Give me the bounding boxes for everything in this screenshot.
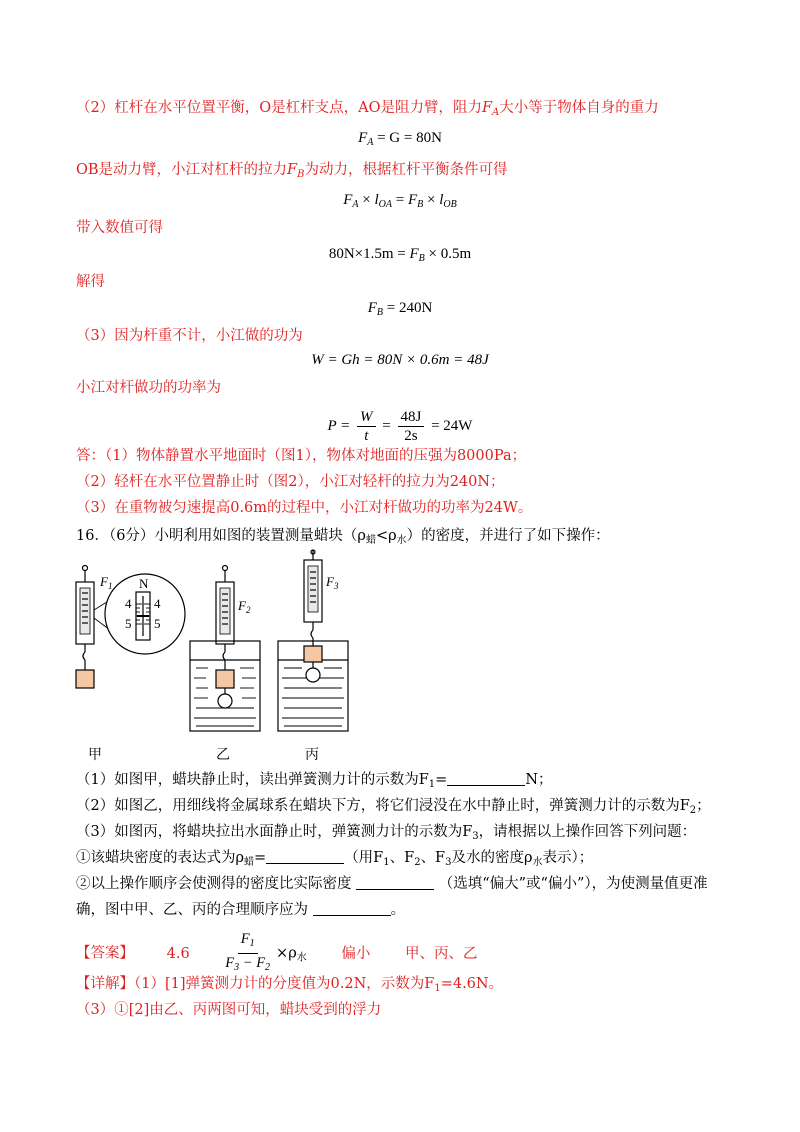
label-f2-sub: 2 [245,605,251,615]
label-unit-n: N [139,576,149,591]
spring-scale-figure [70,548,370,760]
q16-part3 [76,822,696,847]
fraction-t: t [364,428,369,445]
q16-p6-b: 。 [390,902,406,918]
q16-part3-2 [76,874,708,894]
answer-blank-1[interactable] [447,771,525,786]
caption-yi: 乙 [216,748,230,763]
q16-part3-1 [76,848,593,873]
part3-line2: 小江对杆做功的功率为 [76,380,221,396]
label-f1-sub: 1 [107,581,113,591]
fraction-2s: 2s [404,428,418,445]
answer-1: 4.6 [166,945,190,962]
part2-ob: OB是动力臂，小江对杠杆的拉力 [76,162,288,178]
q16-p4-f: 及水的密度ρ [451,850,533,866]
q16-p4-s2: 2 [414,857,421,868]
q16-p4-sub: 蜡 [244,857,255,868]
answer-blank-2[interactable] [266,849,344,864]
label-f2: F [238,598,246,613]
part2-ob-line [76,160,507,185]
q16-stem-sub2: 水 [396,535,407,546]
answer-4: 甲、丙、乙 [404,945,478,962]
q16-stem-c: ）的密度，并进行了如下操作： [406,528,610,544]
q16-p1-unit: N； [525,772,553,788]
q16-p4-d: 、F [389,850,415,866]
fb-symbol: $F_B$ [287,162,305,180]
q16-p4-sub2: 水 [532,857,543,868]
fraction-w: W [357,408,376,427]
metal-ball-bing [306,668,320,682]
frac-den-a: F [225,955,235,971]
equation-fb-text: = 240N [386,300,433,316]
answer-2-times: ×ρ [276,945,297,962]
tick-right-4: 4 [154,596,161,611]
equation-substitute: $80N\times 1.5m = F_B \times 0.5m$ [328,246,472,264]
fraction-48j: 48J [398,408,425,427]
part2-intro-line [76,98,659,123]
caption-bing: 丙 [305,748,319,763]
power-lhs: P = [327,418,351,434]
wax-block-yi [216,670,234,688]
wax-block-jia [76,670,94,688]
q16-p4-s1: 1 [383,857,390,868]
answer-line-2: （2）轻杆在水平位置静止时（图2），小江对轻杆的拉力为240N； [76,474,505,490]
q16-p1-text: （1）如图甲，蜡块静止时，读出弹簧测力计的示数为F [76,772,429,788]
q16-stem-sub1: 蜡 [365,535,376,546]
fraction-48j-2s [398,408,425,445]
answer-line-3: （3）在重物被匀速提高0.6m的过程中，小江对杆做功的功率为24W。 [76,500,533,516]
label-f3-sub: 3 [333,581,339,591]
detail-l1-sub: 1 [434,983,441,994]
q16-part3-2-cont [76,900,405,920]
scale-jia [76,566,94,671]
answer-3: 偏小 [341,945,371,962]
power-rhs: = 24W [431,418,473,434]
detail-l1-a: （1）[1]弹簧测力计的分度值为0.2N，示数为F [134,976,435,992]
q16-p1-eq: = [435,772,448,788]
q16-p4-e: 、F [420,850,446,866]
q16-p4-c: （用F [344,850,384,866]
q16-p1-sub: 1 [428,779,436,790]
tick-right-5: 5 [154,616,161,631]
part2-substitute: 带入数值可得 [76,220,163,236]
q16-p5-a: ②以上操作顺序会使测得的密度比实际密度 [76,876,352,892]
detail-line-1 [76,974,503,999]
q16-p4-s3: 3 [445,857,452,868]
answer-line-1: 答：（1）物体静置水平地面时（图1），物体对地面的压强为8000Pa； [76,448,527,464]
svg-text:F3 [325,574,339,591]
part2-ob-tail: 为动力，根据杠杆平衡条件可得 [304,162,508,178]
q16-part1 [76,770,553,795]
answer-blank-4[interactable] [313,901,391,916]
q16-p3-end: ，请根据以上操作回答下列问题： [478,824,697,840]
equation-fa-g-text: = G = 80N [377,130,442,146]
part3-line1: （3）因为杆重不计，小江做的功为 [76,328,303,344]
equation-work: W = Gh = 80N × 0.6m = 48J [311,352,489,368]
equation-fa-g: $F_A = G = 80N$ [358,130,442,148]
power-equals: = [382,418,391,434]
q16-p3-sub: 3 [472,831,479,842]
svg-text:F2 [237,598,251,615]
answer-2-sub: 水 [296,952,307,964]
detail-line-2: （3）①[2]由乙、丙两图可知，蜡块受到的浮力 [76,1002,382,1018]
q16-stem-b: <ρ [375,528,397,544]
answer-tag: 【答案】 [76,945,134,962]
q16-part2 [76,796,711,821]
detail-l1-b: =4.6N。 [440,976,504,992]
fa-symbol: $F_A$ [481,100,500,118]
q16-p2-end: ； [696,798,711,814]
tick-left-5: 5 [125,616,132,631]
q16-p3-text: （3）如图丙，将蜡块拉出水面静止时，弹簧测力计的示数为F [76,824,473,840]
wax-block-bing [304,646,322,662]
q16-p2-sub: 2 [689,805,697,816]
q16-p4-eq: = [254,850,267,866]
label-f3: F [326,574,334,589]
part2-solve: 解得 [76,274,105,290]
metal-ball-yi [218,694,232,708]
q16-p4-a: ①该蜡块密度的表达式为ρ [76,850,245,866]
q16-p2-text: （2）如图乙，用细线将金属球系在蜡块下方，将它们浸没在水中静止时，弹簧测力计的示数为F [76,798,690,814]
frac-den-a-sub: 3 [234,962,240,973]
answer-blank-3[interactable] [356,875,434,890]
scale-bing [304,550,322,646]
frac-den-b-sub: 2 [265,962,271,973]
equation-substitute-rhs: × 0.5m [428,246,472,262]
frac-num-sub: 1 [249,938,255,949]
q16-p4-g: 表示）； [542,850,594,866]
label-f1: F [100,574,108,589]
part2-intro-tail: 大小等于物体自身的重力 [499,100,659,116]
frac-num: F [240,931,250,947]
equation-fb: $F_B = 240N$ [367,300,433,318]
tick-left-4: 4 [125,596,132,611]
svg-text:F1 [99,574,112,591]
answer-row [76,930,478,973]
q16-p5-b: （选填“偏大”或“偏小”），为使测量值更准 [438,876,708,892]
equation-power [0,404,800,448]
q16-stem-a: 16．（6分）小明利用如图的装置测量蜡块（ρ [76,528,366,544]
equation-substitute-lhs: 80N×1.5m = [328,246,406,262]
answer-2-fraction [222,930,273,977]
fraction-w-t [357,408,376,445]
frac-den-b: F [256,955,266,971]
equation-balance: $F_A \times l_{OA} = F_B \times l_{OB}$ [343,192,457,210]
part2-intro: （2）杠杆在水平位置平衡，O是杠杆支点，AO是阻力臂，阻力 [76,100,482,116]
scale-yi [216,566,234,671]
detail-tag: 【详解】 [76,976,134,992]
caption-jia: 甲 [88,748,102,763]
q16-p6-a: 确，图中甲、乙、丙的合理顺序应为 [76,902,308,918]
frac-den-op: − [242,955,253,971]
